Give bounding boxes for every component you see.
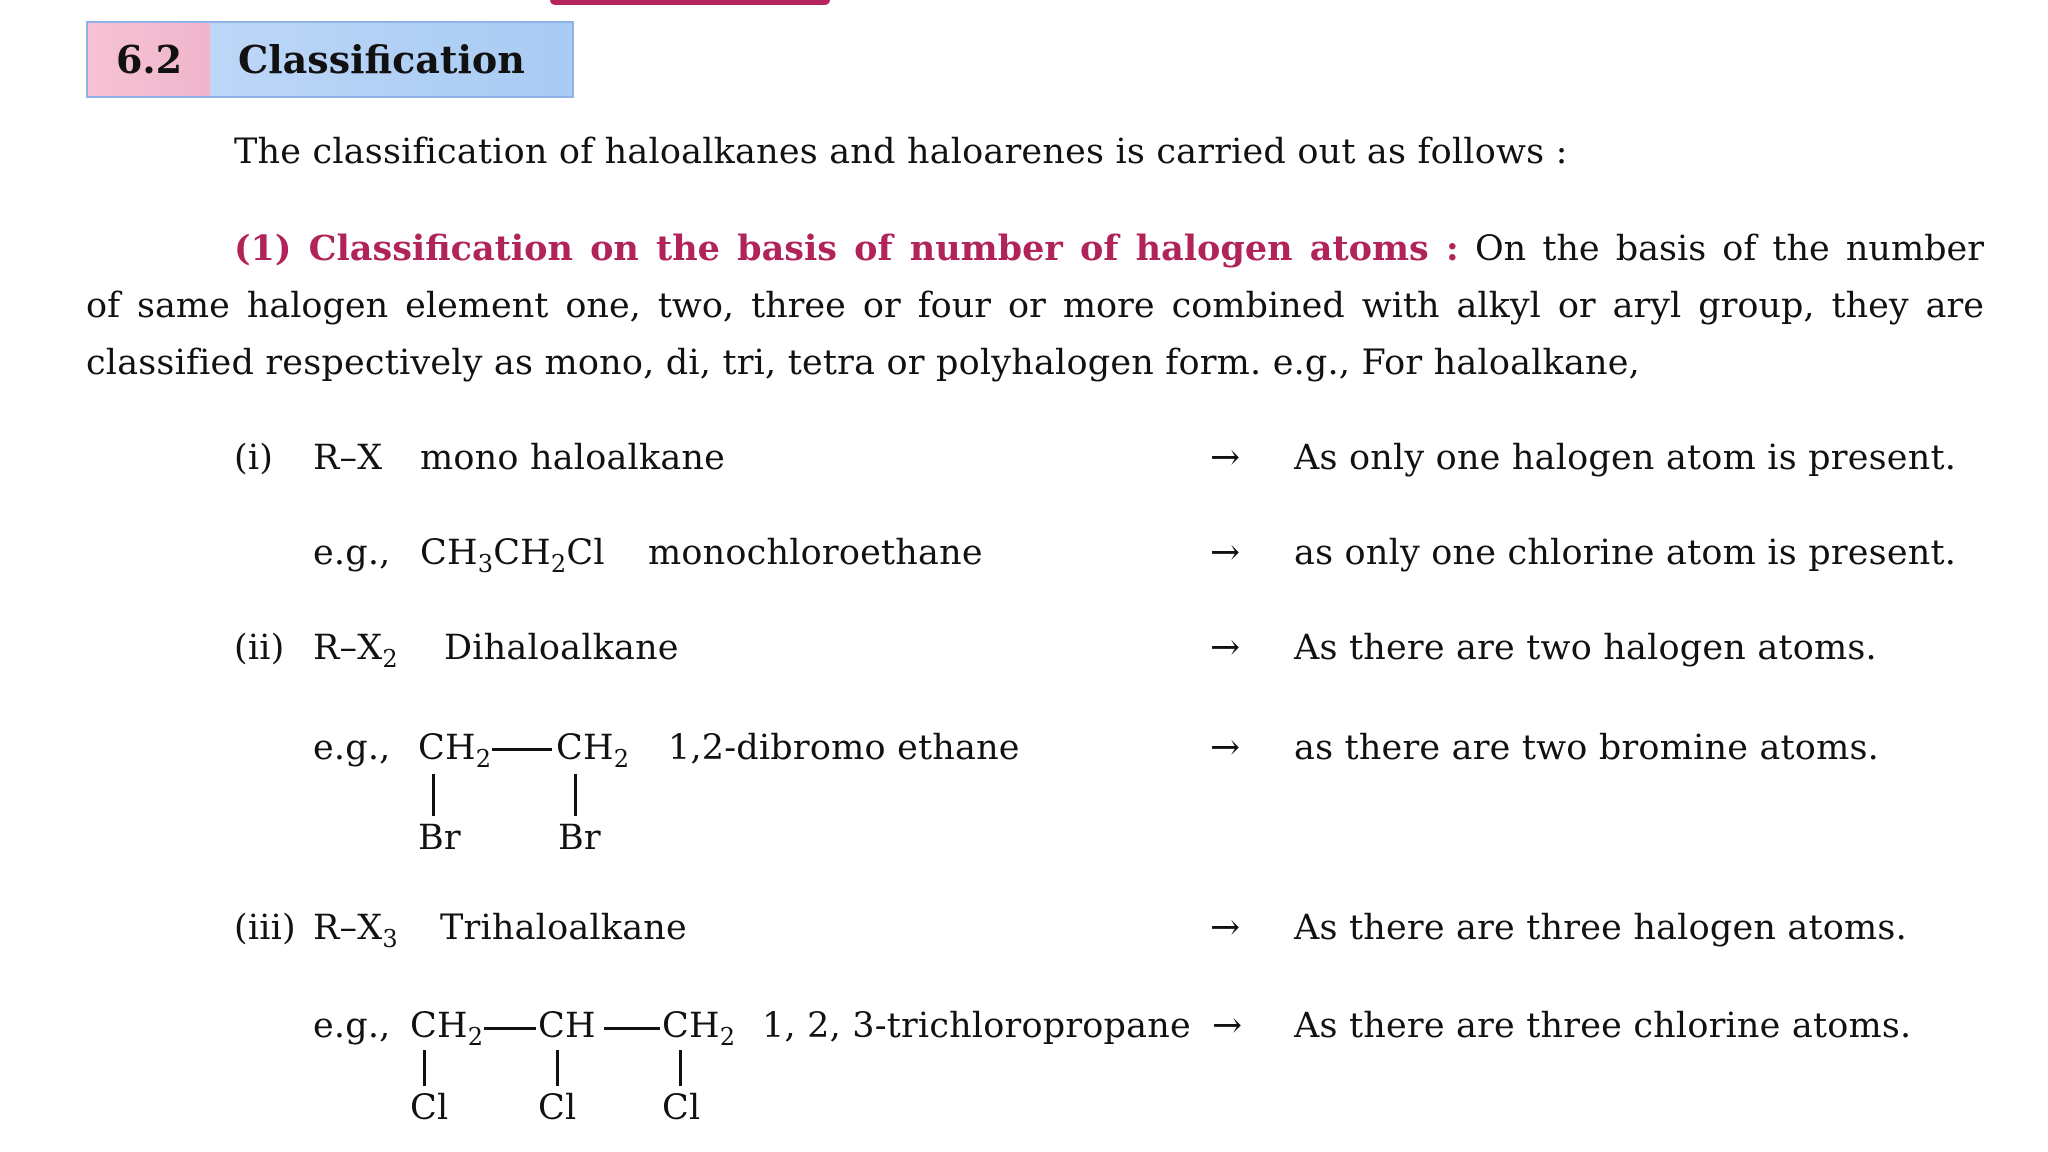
item-ii-eg-sub1: Br [418, 818, 461, 858]
item-iii-formula: $R-X_3$ [313, 908, 398, 953]
bond-line [556, 1050, 559, 1086]
item-iii-eg-name: 1, 2, 3-trichloropropane [762, 1006, 1191, 1046]
item-iii-label: (iii) [234, 908, 296, 948]
para1-line3: classified respectively as mono, di, tri, tetra or polyhalogen form. e.g., For haloalkane, [86, 343, 1641, 383]
item-iii-name: Trihaloalkane [440, 908, 687, 948]
item-iii-eg-group1: $CH_2$ [410, 1006, 484, 1051]
arrow-icon: → [1212, 1005, 1243, 1046]
bond-line [432, 774, 435, 816]
para1-heading: (1) Classification on the basis of number of halogen atoms : [234, 228, 1459, 269]
arrow-icon: → [1210, 437, 1241, 478]
section-title: Classification [210, 23, 572, 96]
bond-line [574, 774, 577, 816]
item-iii-reason: As there are three halogen atoms. [1294, 908, 1907, 948]
item-i-eg-formula: $CH_3CH_2Cl$ [420, 533, 605, 578]
item-iii-eg-group3: $CH_2$ [662, 1006, 736, 1051]
item-i-eg-prefix: e.g., [313, 533, 391, 573]
item-iii-eg-prefix: e.g., [313, 1006, 391, 1046]
item-i-name: mono haloalkane [420, 438, 726, 478]
item-ii-eg-reason: as there are two bromine atoms. [1294, 728, 1879, 768]
item-ii-reason: As there are two halogen atoms. [1294, 628, 1877, 668]
bond-line [604, 1027, 660, 1030]
top-accent-line [550, 0, 830, 5]
arrow-icon: → [1210, 532, 1241, 573]
intro-text: The classification of haloalkanes and haloarenes is carried out as follows : [234, 132, 1568, 172]
arrow-icon: → [1210, 627, 1241, 668]
para1-line2: of same halogen element one, two, three or four or more combined with alkyl or aryl group, they are [86, 286, 1984, 326]
para1-line1 [234, 228, 1984, 269]
section-number: 6.2 [88, 23, 210, 96]
item-ii-eg-sub2: Br [558, 818, 601, 858]
item-iii-eg-sub1: Cl [410, 1088, 449, 1128]
item-i-formula: R–X [313, 438, 383, 478]
item-i-label: (i) [234, 438, 274, 478]
bond-line [484, 1027, 536, 1030]
item-ii-eg-prefix: e.g., [313, 728, 391, 768]
bond-line [679, 1050, 682, 1086]
bond-line [492, 748, 552, 751]
item-i-eg-reason: as only one chlorine atom is present. [1294, 533, 1957, 573]
section-header [86, 21, 574, 98]
arrow-icon: → [1210, 907, 1241, 948]
para1-line1-rest: On the basis of the number [1474, 229, 1984, 269]
item-ii-eg-name: 1,2-dibromo ethane [668, 728, 1020, 768]
item-ii-formula: $R-X_2$ [313, 628, 398, 673]
item-iii-eg-reason: As there are three chlorine atoms. [1294, 1006, 1912, 1046]
item-ii-eg-group1: $CH_2$ [418, 728, 492, 773]
item-ii-label: (ii) [234, 628, 285, 668]
bond-line [423, 1050, 426, 1086]
item-iii-eg-group2: CH [538, 1006, 596, 1046]
item-ii-eg-group2: $CH_2$ [556, 728, 630, 773]
item-iii-eg-sub3: Cl [662, 1088, 701, 1128]
item-iii-eg-sub2: Cl [538, 1088, 577, 1128]
item-ii-name: Dihaloalkane [444, 628, 679, 668]
item-i-eg-name: monochloroethane [648, 533, 983, 573]
item-i-reason: As only one halogen atom is present. [1294, 438, 1957, 478]
arrow-icon: → [1210, 727, 1241, 768]
